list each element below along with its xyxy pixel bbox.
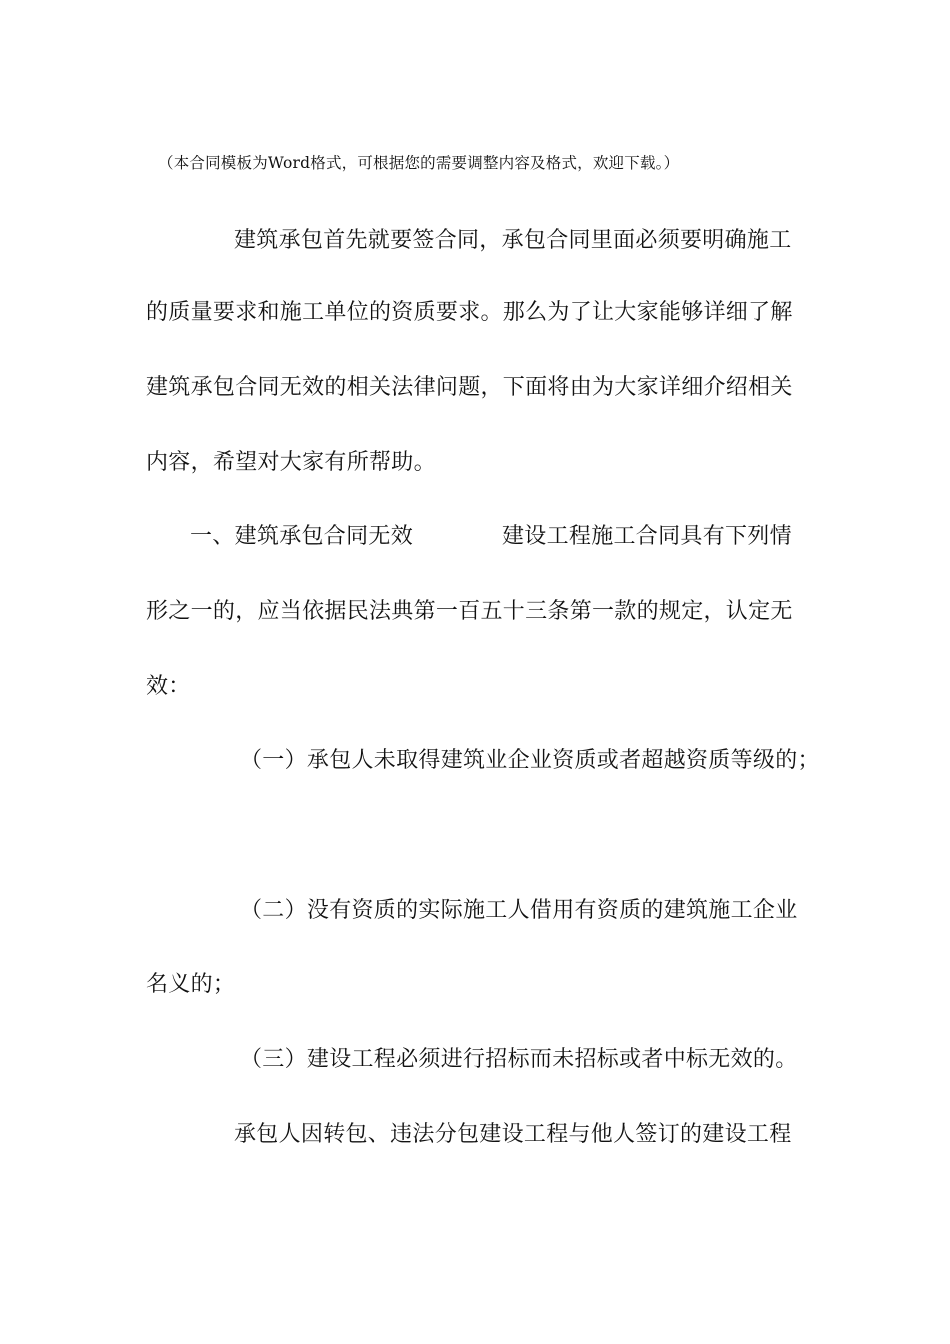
list-item: （一）承包人未取得建筑业企业资质或者超越资质等级的；: [240, 748, 820, 773]
paragraph-line: 建筑承包合同无效的相关法律问题，下面将由为大家详细介绍相关: [146, 375, 793, 400]
paragraph-line: 效：: [146, 674, 191, 699]
paragraph-line: 的质量要求和施工单位的资质要求。那么为了让大家能够详细了解: [146, 300, 793, 325]
paragraph-line: 内容，希望对大家有所帮助。: [146, 450, 436, 475]
template-note: （本合同模板为Word格式，可根据您的需要调整内容及格式，欢迎下载。）: [158, 154, 680, 172]
paragraph-line: 形之一的，应当依据民法典第一百五十三条第一款的规定，认定无: [146, 599, 793, 624]
paragraph-line: 名义的；: [146, 972, 236, 997]
section-heading: 一、建筑承包合同无效: [190, 524, 414, 549]
paragraph-line: 承包人因转包、违法分包建设工程与他人签订的建设工程: [234, 1122, 792, 1147]
paragraph-line: 建设工程施工合同具有下列情: [502, 524, 792, 549]
list-item: （三）建设工程必须进行招标而未招标或者中标无效的。: [240, 1047, 798, 1072]
paragraph-line: 建筑承包首先就要签合同，承包合同里面必须要明确施工: [234, 228, 792, 253]
list-item: （二）没有资质的实际施工人借用有资质的建筑施工企业: [240, 898, 798, 923]
